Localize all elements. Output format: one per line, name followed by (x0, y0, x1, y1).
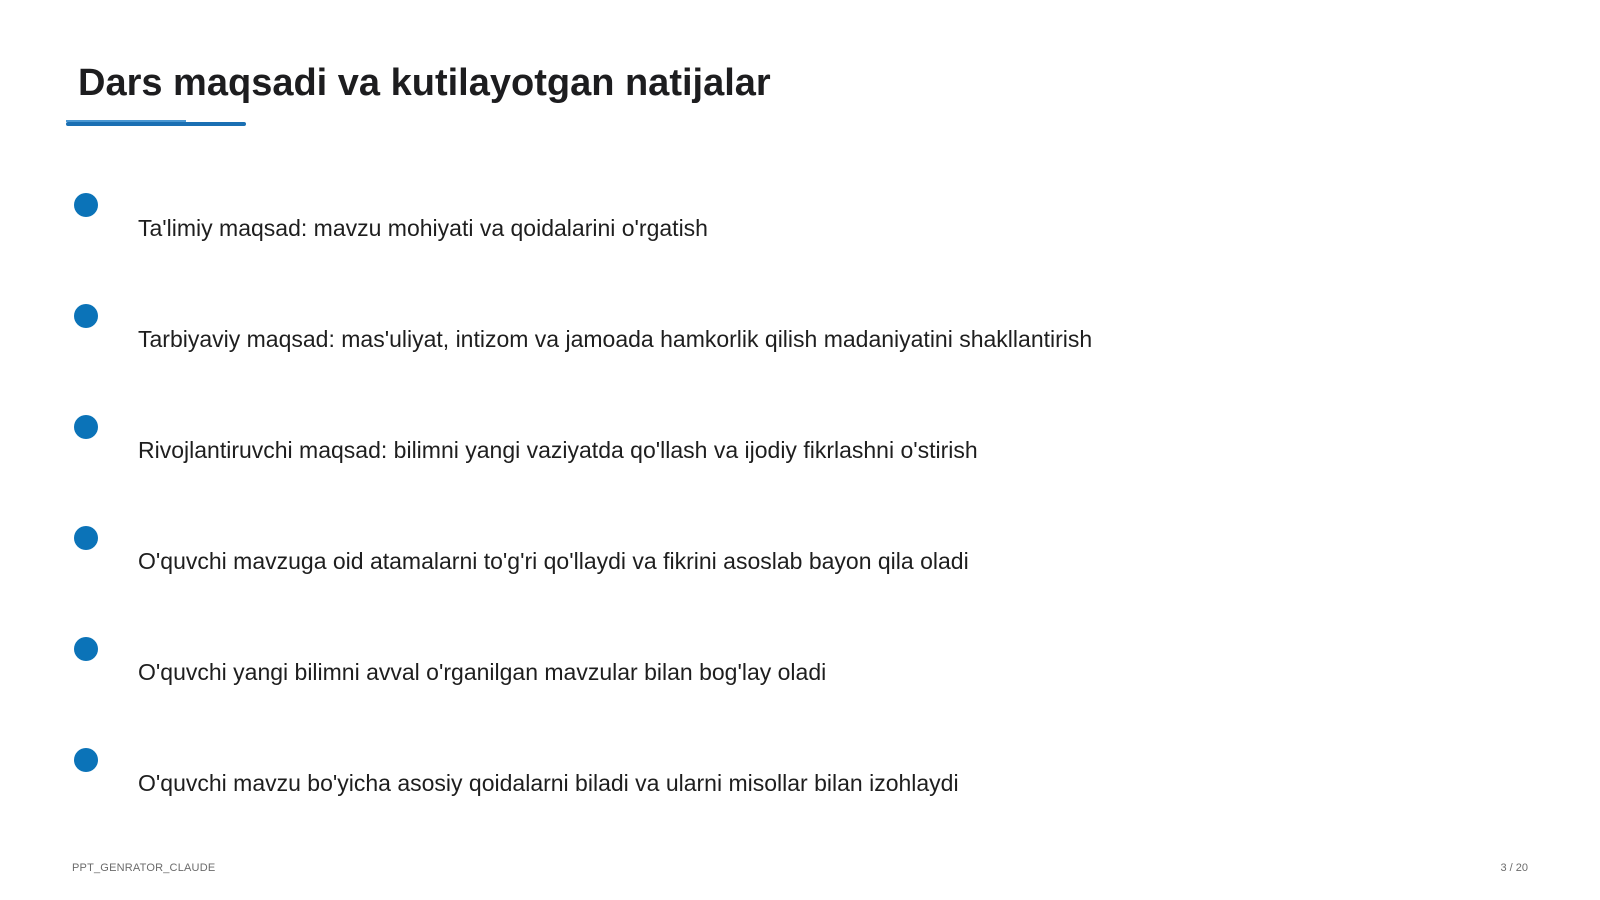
bullet-dot-icon (74, 304, 98, 328)
bullet-dot-icon (74, 637, 98, 661)
slide-title: Dars maqsadi va kutilayotgan natijalar (78, 62, 771, 104)
bullet-item (0, 748, 1600, 808)
bullet-dot-icon (74, 193, 98, 217)
bullet-text: O'quvchi yangi bilimni avval o'rganilgan mavzular bilan bog'lay oladi (138, 659, 827, 685)
bullet-dot-icon (74, 415, 98, 439)
page-indicator: 3 / 20 (1500, 862, 1528, 874)
bullet-item (0, 415, 1600, 475)
bullet-item (0, 304, 1600, 364)
bullet-item (0, 193, 1600, 253)
bullet-item (0, 637, 1600, 697)
bullet-item (0, 526, 1600, 586)
bullet-text: Rivojlantiruvchi maqsad: bilimni yangi vaziyatda qo'llash va ijodiy fikrlashni o'stirish (138, 437, 978, 463)
bullet-text: O'quvchi mavzuga oid atamalarni to'g'ri qo'llaydi va fikrini asoslab bayon qila oladi (138, 548, 969, 574)
bullet-dot-icon (74, 526, 98, 550)
bullet-dot-icon (74, 748, 98, 772)
bullet-text: O'quvchi mavzu bo'yicha asosiy qoidalarni biladi va ularni misollar bilan izohlaydi (138, 770, 959, 796)
footer-source-label: PPT_GENRATOR_CLAUDE (72, 862, 216, 874)
bullet-text: Tarbiyaviy maqsad: mas'uliyat, intizom va jamoada hamkorlik qilish madaniyatini shakllantirish (138, 326, 1093, 352)
bullet-text: Ta'limiy maqsad: mavzu mohiyati va qoidalarini o'rgatish (138, 215, 708, 241)
